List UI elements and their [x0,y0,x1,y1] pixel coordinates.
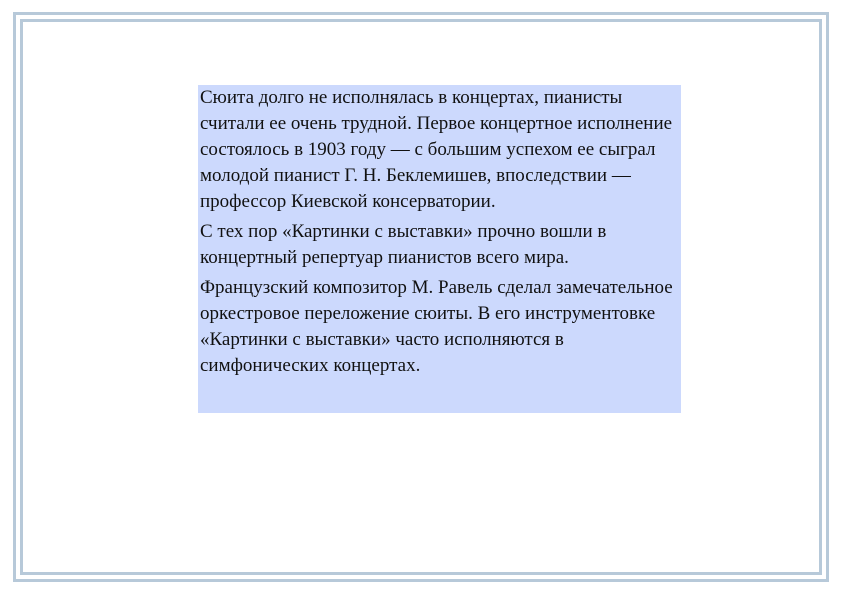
paragraph-ravel: Французский композитор М. Равель сделал замечательное оркестровое переложение сюиты. В его инструментовке «Картинки с выставки» часто исполняются в симфонических концертах. [200,277,673,376]
paragraph-premiere: Сюита долго не исполнялась в концертах, пианисты считали ее очень трудной. Первое концертное исполнение состоялось в 1903 году — с большим успехом ее сыграл молодой пианист Г. Н. Беклемишев, впоследствии — профессор Киевской консерватории. [200,87,673,212]
paragraph-repertoire: С тех пор «Картинки с выставки» прочно вошли в концертный репертуар пианистов всего мира. [200,221,607,268]
highlighted-text-box [198,85,681,413]
